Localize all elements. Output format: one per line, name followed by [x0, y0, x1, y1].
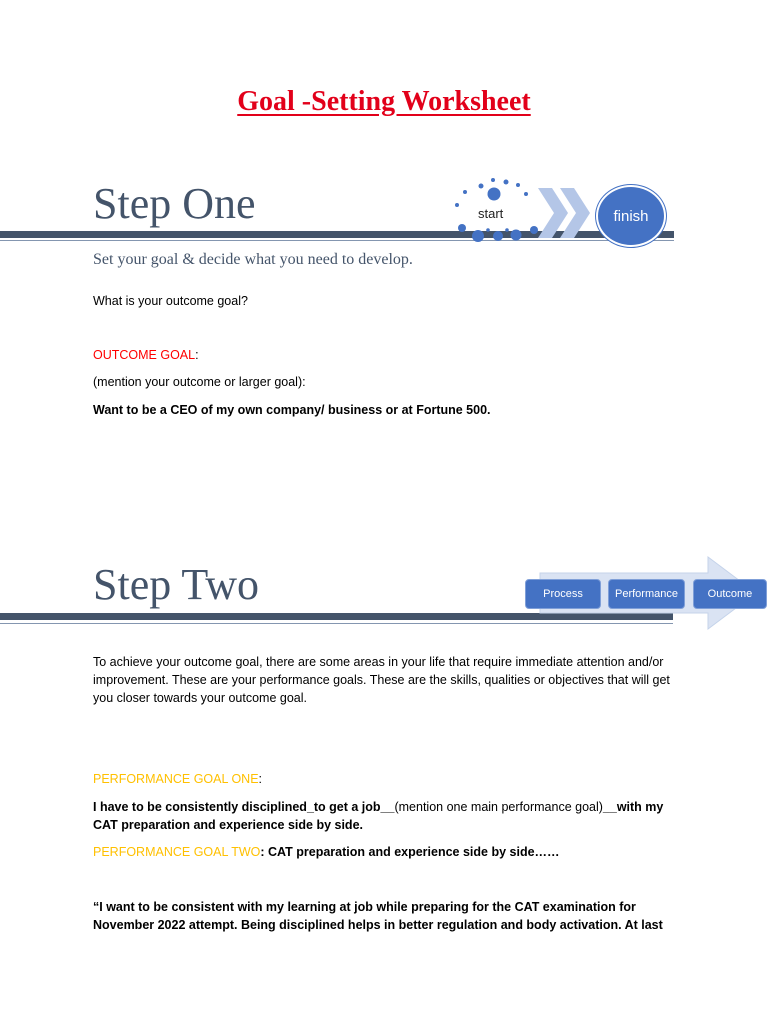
diagram-dot	[516, 183, 520, 187]
diagram-finish-label: finish	[613, 207, 649, 225]
outcome-question: What is your outcome goal?	[93, 294, 248, 308]
performance-goal-one-colon: :	[258, 772, 263, 786]
diagram-dot	[491, 178, 495, 182]
diagram-dot	[505, 228, 509, 232]
chevron-right-icon	[538, 188, 568, 238]
performance-goal-one-line	[93, 770, 262, 788]
performance-goal-one-label: PERFORMANCE GOAL ONE	[93, 772, 259, 786]
process-step-outcome	[693, 579, 767, 609]
outcome-hint: (mention your outcome or larger goal):	[93, 375, 306, 389]
worksheet-title: Goal -Setting Worksheet	[237, 86, 531, 117]
performance-goal-one-text-b: __with my CAT preparation and experience side by side.	[93, 800, 664, 832]
diagram-dot	[530, 226, 538, 234]
diagram-start-label: start	[478, 206, 504, 221]
diagram-dot	[504, 180, 509, 185]
step-two-intro: To achieve your outcome goal, there are some areas in your life that require immediate attention and/or improvement. These are your performance goals. These are the skills, qualities or objectives that will get you closer towards your outcome goal.	[93, 655, 670, 705]
performance-goal-two-label: PERFORMANCE GOAL TWO	[93, 845, 261, 859]
performance-goal-two-text: : CAT preparation and experience side by side……	[260, 845, 560, 859]
process-step-performance	[608, 579, 685, 609]
diagram-dot	[458, 224, 466, 232]
process-step-label: Outcome	[707, 588, 753, 600]
step-two-heading: Step Two	[93, 560, 260, 609]
process-step-process	[525, 579, 601, 609]
start-finish-diagram	[448, 172, 608, 248]
performance-quote: “I want to be consistent with my learning at job while preparing for the CAT examination for November 2022 attempt. Being disciplined helps in better regulation and body activation. At last	[93, 900, 663, 932]
performance-goal-one-text	[93, 798, 683, 834]
outcome-goal-line	[93, 346, 199, 364]
outcome-answer: Want to be a CEO of my own company/ business or at Fortune 500.	[93, 403, 491, 417]
diagram-dot	[524, 192, 528, 196]
performance-goal-one-hint: (mention one main performance goal)	[394, 800, 603, 814]
diagram-dot	[472, 230, 484, 242]
diagram-dot	[479, 184, 484, 189]
diagram-dot	[488, 188, 501, 201]
step-one-heading: Step One	[93, 179, 256, 228]
diagram-dot	[511, 230, 522, 241]
diagram-dot	[493, 231, 503, 241]
process-step-label: Process	[543, 588, 583, 600]
performance-goal-one-text-a: I have to be consistently disciplined_to get a job__	[93, 800, 395, 814]
outcome-goal-label: OUTCOME GOAL	[93, 348, 196, 362]
process-step-label: Performance	[615, 588, 678, 600]
diagram-dot	[486, 228, 490, 232]
outcome-goal-colon: :	[195, 348, 199, 362]
step-one-subheading: Set your goal & decide what you need to develop.	[93, 251, 413, 268]
performance-goal-two-line	[93, 843, 560, 861]
diagram-finish-circle	[596, 185, 666, 247]
diagram-dot	[455, 203, 459, 207]
diagram-dot	[463, 190, 467, 194]
